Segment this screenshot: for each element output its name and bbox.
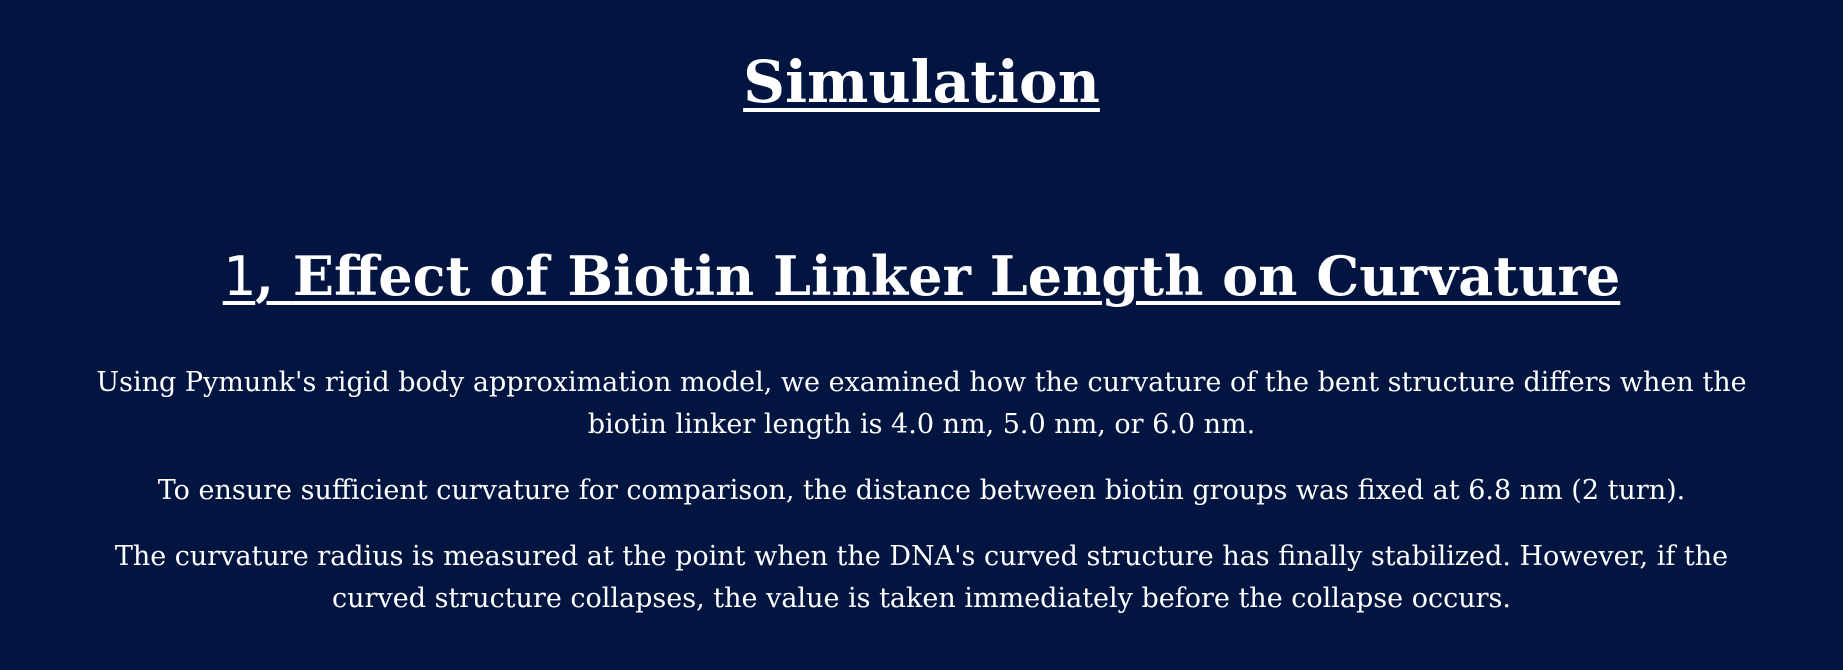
section-separator: , — [255, 244, 293, 308]
section-number: 1 — [222, 245, 256, 308]
paragraph-biotin-distance: To ensure sufficient curvature for comparison, the distance between biotin groups was fixed at 6.8 nm (2 turn). — [157, 475, 1686, 506]
paragraph-model-description: Using Pymunk's rigid body approximation model, we examined how the curvature of the bent structure differs when the biotin linker length is 4.0 nm, 5.0 nm, or 6.0 nm. — [96, 367, 1747, 440]
section-body — [70, 362, 1773, 644]
paragraph-curvature-measurement: The curvature radius is measured at the point when the DNA's curved structure has finally stabilized. However, if the curved structure collapses, the value is taken immediately before the collapse occurs. — [114, 541, 1729, 614]
section-heading-text: Effect of Biotin Linker Length on Curvature — [292, 244, 1621, 308]
page-title: Simulation — [743, 48, 1100, 116]
section-heading — [0, 236, 1843, 317]
